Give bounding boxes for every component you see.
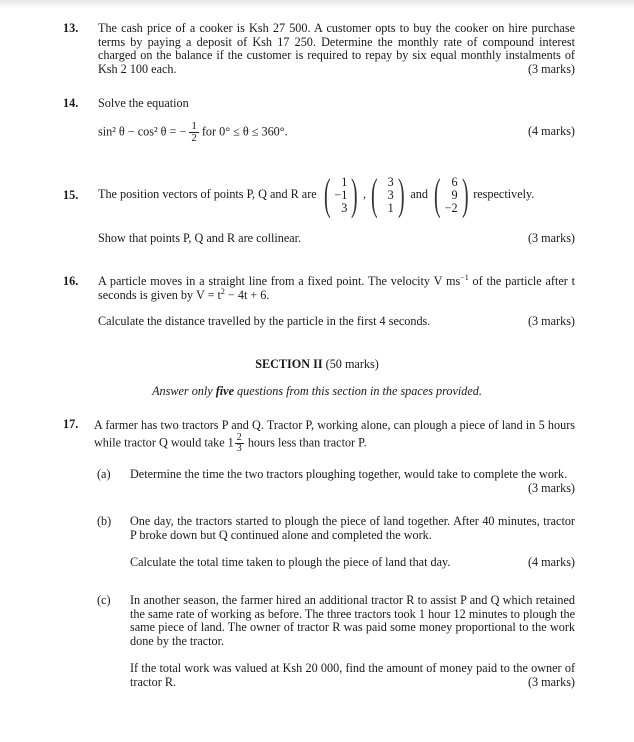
- marks-label: (3 marks): [527, 674, 575, 689]
- left-paren-icon: (: [371, 170, 378, 219]
- marks-label: (3 marks): [527, 61, 575, 76]
- question-13: [63, 22, 575, 76]
- part-text: Determine the time the two tractors ploughing together, would take to complete the work.: [130, 467, 568, 481]
- question-text: The cash price of a cooker is Ksh 27 500. A customer opts to buy the cooker on hire purchase terms by paying a deposit of Ksh 17 250. Determine the monthly rate of compound interest charged on the balance if the customer is required to repay by six equal monthly instalments of Ksh 2 100 each.: [98, 21, 575, 76]
- task-row: [98, 232, 575, 246]
- part-task: If the total work was valued at Ksh 20 000, find the amount of money paid to the owner of tractor R.: [130, 661, 575, 689]
- vector-q: [367, 170, 408, 219]
- vector-line: [98, 170, 575, 220]
- equation: [98, 121, 288, 144]
- equation-domain: for 0° ≤ θ ≤ 360°.: [201, 123, 288, 138]
- part-label: (c): [97, 593, 111, 607]
- separator: and: [410, 187, 428, 202]
- vector-r: [430, 170, 472, 219]
- left-paren-icon: (: [323, 170, 331, 219]
- question-number: 17.: [63, 417, 79, 431]
- fraction: [189, 121, 199, 144]
- part-text: In another season, the farmer hired an additional tractor R to assist P and Q which retained the same rate of working as before. The three tractors took 1 hour 12 minutes to plough the same piece of land. The owner of tractor R was paid some money proportional to the work done by the tractor.: [130, 593, 575, 648]
- vector-entry: 3: [387, 174, 394, 189]
- question-text: A particle moves in a straight line from a fixed point. The velocity V $ms^{-1}$ of the particle after t seconds is given by $V = t^2 - 4t + 6$.: [98, 272, 575, 302]
- part-task: Calculate the total time taken to plough the piece of land that day.: [130, 555, 451, 570]
- vector-entry: 1: [387, 200, 394, 215]
- question-14: [63, 97, 575, 144]
- fraction-numerator: 1: [191, 119, 197, 132]
- part-b: [97, 514, 575, 570]
- fraction-denominator: 2: [191, 131, 197, 144]
- vector-entry: −2: [444, 200, 458, 215]
- question-text: The position vectors of points P, Q and R are: [98, 187, 317, 202]
- vector-entry: 9: [451, 187, 458, 202]
- question-16: [63, 272, 575, 329]
- task-row: [130, 556, 575, 570]
- part-text: One day, the tractors started to plough the piece of land together. After 40 minutes, tractor P broke down but Q continued alone and completed the work.: [130, 514, 575, 542]
- section-title: SECTION II (50 marks): [255, 357, 379, 371]
- question-task: Show that points P, Q and R are collinear.: [98, 231, 302, 245]
- section-instruction: Answer only five questions from this section in the spaces provided.: [152, 384, 482, 398]
- marks-label: (3 marks): [527, 480, 575, 495]
- question-text: respectively.: [473, 187, 535, 202]
- equation-row: [98, 121, 575, 144]
- separator: ,: [362, 187, 366, 202]
- question-number: 15.: [63, 188, 79, 202]
- question-number: 13.: [63, 21, 79, 35]
- part-a: [97, 467, 575, 495]
- vector-entry: 3: [387, 187, 394, 202]
- question-15: [63, 170, 575, 246]
- question-number: 14.: [63, 96, 79, 110]
- question-number: 16.: [63, 274, 79, 288]
- question-task: Calculate the distance travelled by the particle in the first 4 seconds.: [98, 314, 431, 329]
- marks-label: (4 marks): [527, 555, 575, 570]
- vector-entry: 6: [451, 174, 458, 189]
- question-text: A farmer has two tractors P and Q. Tractor P, working alone, can plough a piece of land in 5 hours while tractor Q would take 1 $\frac{2}{3}$ hours less than tractor P.: [94, 418, 575, 454]
- vector-entry: −1: [334, 187, 348, 202]
- marks-label: (3 marks): [527, 231, 575, 245]
- task-row: [98, 315, 575, 329]
- part-label: (a): [97, 467, 111, 481]
- marks-label: (4 marks): [527, 123, 575, 138]
- right-paren-icon: ): [351, 170, 358, 219]
- vector-p: [320, 170, 362, 219]
- question-intro: Solve the equation: [98, 96, 189, 110]
- page-top-shadow: [0, 0, 634, 8]
- marks-label: (3 marks): [527, 314, 575, 329]
- equation-lhs: sin² θ − cos² θ = −: [98, 123, 187, 138]
- part-c: [97, 593, 575, 690]
- part-label: (b): [97, 514, 112, 528]
- vector-entry: 3: [341, 200, 348, 215]
- right-paren-icon: ): [461, 170, 469, 219]
- right-paren-icon: ): [397, 170, 405, 219]
- vector-entry: 1: [341, 174, 348, 189]
- left-paren-icon: (: [433, 170, 441, 219]
- fraction: $\frac{2}{3}$: [236, 432, 242, 454]
- question-17: [63, 418, 575, 454]
